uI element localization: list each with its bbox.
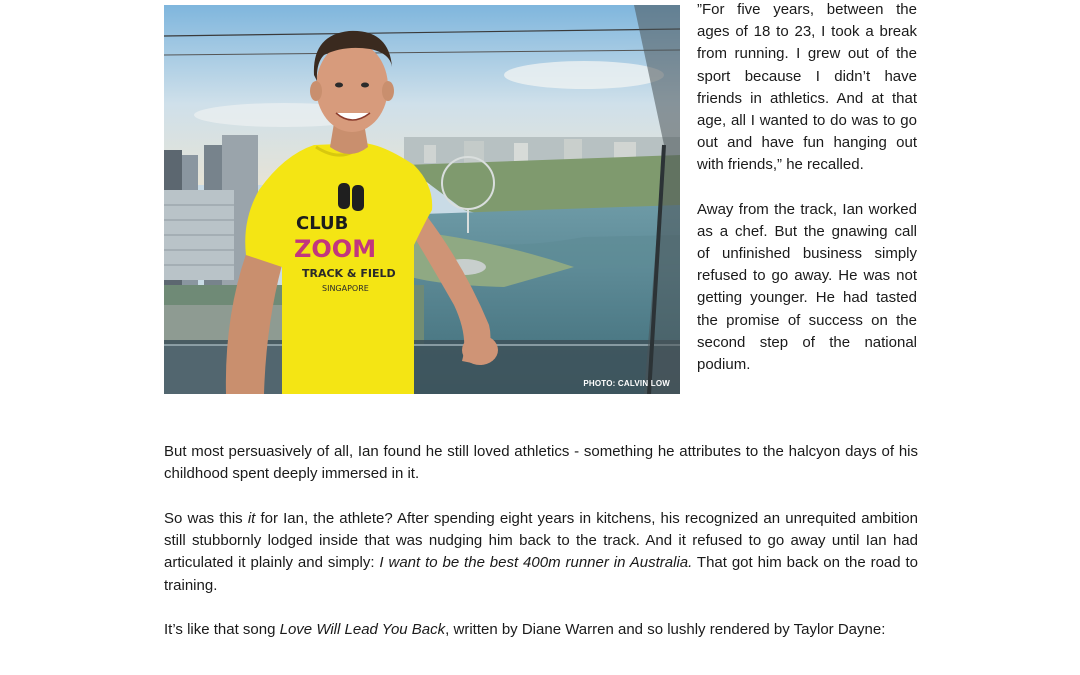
song-title: Love Will Lead You Back [279, 621, 446, 638]
shirt-text-track: TRACK & FIELD [302, 267, 396, 280]
photo-credit: PHOTO: CALVIN LOW [583, 379, 670, 388]
para2-quote-italic: I want to be the best 400m runner in Australia. [379, 554, 693, 572]
side-paragraph-1: ”For five years, between the ages of 18 to 23, I took a break from running. I grew out of the sport because I didn’t have friends in athletics. And at that age, all I wanted to do was to go out and have fun hanging out with friends,” he recalled. [697, 1, 917, 174]
body-paragraph-3 [164, 619, 918, 641]
side-paragraph-2: Away from the track, Ian worked as a chef. But the gnawing call of unfinished business simply refused to go away. He was not getting younger. He had tasted the promise of success on the second step of the national podium. [697, 200, 917, 374]
para2-text-a: So was this [164, 510, 248, 527]
shirt-text-zoom: ZOOM [294, 235, 377, 263]
shirt-text-club: CLUB [296, 213, 349, 234]
para2-text-c: for Ian, the athlete? After spending eight years in kitchens, his recognized an unrequited ambition still stubbornly lodged inside that was nudging him back to the track. And it refused to go away until Ian had articulated it plainly and simply: [164, 510, 918, 572]
shirt-text-singapore: SINGAPORE [322, 284, 369, 293]
body-paragraph-1: But most persuasively of all, Ian found he still loved athletics - something he attributes to the halcyon days of his childhood spent deeply immersed in it. [164, 443, 918, 483]
side-column-text [697, 0, 917, 398]
para3-text-a: It’s like that song [164, 621, 280, 638]
body-paragraph-2 [164, 508, 918, 597]
para3-text-c: , written by Diane Warren and so lushly rendered by Taylor Dayne: [445, 621, 886, 638]
photo-illustration [164, 5, 680, 394]
para2-text-e: That got him back on the road to training. [164, 554, 919, 594]
para2-emphasis-it: it [247, 510, 256, 527]
athlete-photo [164, 5, 680, 394]
